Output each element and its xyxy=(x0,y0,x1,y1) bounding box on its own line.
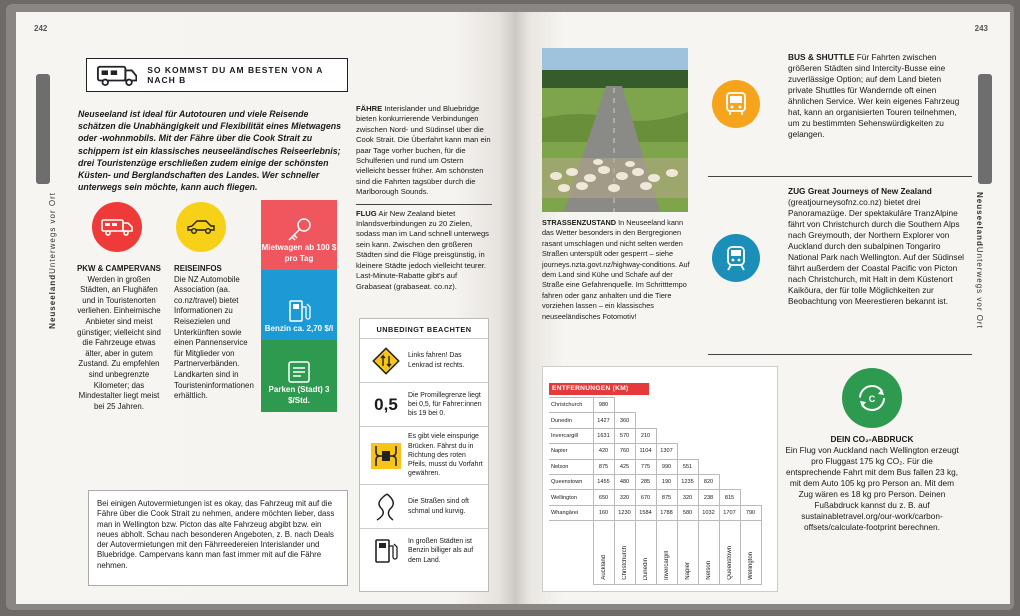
column-label: Nelson xyxy=(705,561,712,581)
table-row xyxy=(549,459,761,474)
table-row xyxy=(549,413,761,428)
promille-value: 0,5 xyxy=(374,394,398,414)
pkw-section: PKW & CAMPERVANS Werden in großen Städten, an Flughäfen und in Touristenorten verliehen. Einheimische Anbieter sind meist günstiger; vielleicht sind die Fahrzeuge etwas älter, aber in gutem Zustand. Zu empfehlen sind unbegrenzte Kilometer; das Mindestalter liegt meist bei 25 Jahren. xyxy=(77,264,161,411)
row-label: Whangārei xyxy=(549,505,593,520)
table-cell: 1427 xyxy=(593,413,614,428)
row-label: Dunedin xyxy=(549,413,593,428)
column-label: Wellington xyxy=(747,552,754,581)
reiseinfos-section: REISEINFOS Die NZ Automobile Association (aa. co.nz/travel) bietet Informationen zu Reisezielen und Unterkünften sowie einen Pannenservice für Mitglieder von Partnerverbänden. Landkarten sind in Touristeninformationen erhältlich. xyxy=(174,264,254,401)
gas-station-icon xyxy=(373,536,399,566)
book-spread xyxy=(6,4,1014,610)
table-cell: 1455 xyxy=(593,474,614,489)
table-cell: 285 xyxy=(635,474,656,489)
divider xyxy=(356,204,492,205)
column-label: Christchurch xyxy=(621,546,628,581)
divider xyxy=(708,176,972,177)
column-label: Napier xyxy=(684,562,691,581)
table-cell: 1707 xyxy=(719,505,740,520)
train-section: ZUG Great Journeys of New Zealand (greatjourneysofnz.co.nz) bietet drei Panoramazüge. Der spektakuläre TranzAlpine fährt von Christchurch durch die Southern Alps nach Greymouth, der Northern Explorer von Auckland durch den subalpinen Tongariro National Park nach Wellington. Auf der Südinsel fährt außerdem der Coastal Pacific von Picton nach Christchurch, mit Halt in dem Küstenort Kaikōura, der für tolle Möglichkeiten zur Beobachtung von Meerestieren bekannt ist. xyxy=(788,186,965,306)
table-cell: 760 xyxy=(614,444,635,459)
thumb-tab-right xyxy=(978,74,992,184)
campervan-icon xyxy=(97,63,137,87)
co2-section: DEIN CO₂-ABDRUCK Ein Flug von Auckland nach Wellington erzeugt pro Fluggast 175 kg CO₂. Für die entsprechende Fahrt mit dem Bus fallen 23 kg, mit dem Auto 105 kg pro Person an. Mit dem Zug wären es 18 kg pro Person. Deinen Fußabdruck kannst du z. B. auf sustainabletravel.org/our-work/carbon-offsets/calculate-footprint berechnen. xyxy=(785,434,959,532)
table-row xyxy=(549,444,761,459)
table-cell: 815 xyxy=(719,490,740,505)
side-label-left: NeuseelandUnterwegs vor Ort xyxy=(48,192,57,329)
table-cell: 480 xyxy=(614,474,635,489)
table-cell: 160 xyxy=(593,505,614,520)
table-cell: 775 xyxy=(635,459,656,474)
intro-text: Neuseeland ist ideal für Autotouren und viele Reisende schätzen die Unabhängigkeit und Flexibilität eines Mietwagens oder -wohnmobils. Mit der Fähre über die Cook Strait zu schippern ist ein klassisches neuseeländisches Reiseerlebnis; drei Touristenzüge erschließen zudem einige der schönsten Küsten- und Berglandschaften des Landes. Wer schneller unterwegs sein möchte, kann auch fliegen. xyxy=(78,109,341,193)
table-cell: 320 xyxy=(614,490,635,505)
table-cell: 1235 xyxy=(677,474,698,489)
table-row xyxy=(549,490,761,505)
table-cell: 990 xyxy=(656,459,677,474)
cost-parking: Parken (Stadt) 3 $/Std. xyxy=(261,340,337,412)
table-cell: 980 xyxy=(593,398,614,413)
distance-title: ENTFERNUNGEN (KM) xyxy=(549,383,649,395)
table-cell: 790 xyxy=(740,505,761,520)
banner-title: SO KOMMST DU AM BESTEN VON A NACH B xyxy=(147,65,324,85)
table-cell: 360 xyxy=(614,413,635,428)
winding-road-icon xyxy=(371,492,401,522)
caution-row: Die Straßen sind oft schmal und kurvig. xyxy=(360,485,488,529)
caution-row: 0,5 Die Promillegrenze liegt bei 0,5, für Fahrer:innen bis 19 bei 0. xyxy=(360,383,488,427)
table-cell: 190 xyxy=(656,474,677,489)
table-cell: 1230 xyxy=(614,505,635,520)
section-banner xyxy=(86,58,348,92)
caution-row: Links fahren! Das Lenkrad ist rechts. xyxy=(360,339,488,383)
table-cell: 875 xyxy=(593,459,614,474)
parking-meter-icon xyxy=(286,359,312,385)
table-cell: 425 xyxy=(614,459,635,474)
row-label: Napier xyxy=(549,444,593,459)
table-cell: 875 xyxy=(656,490,677,505)
table-cell: 580 xyxy=(677,505,698,520)
table-cell: 670 xyxy=(635,490,656,505)
table-cell: 210 xyxy=(635,428,656,443)
table-cell: 238 xyxy=(698,490,719,505)
table-row xyxy=(549,398,761,413)
right-page xyxy=(514,12,1010,604)
table-cell: 1631 xyxy=(593,428,614,443)
rental-note-box: Bei einigen Autovermietungen ist es okay, das Fahrzeug mit auf die Fähre über die Cook Strait zu nehmen, andere möchten lieber, dass man in Wellington bzw. Picton das alte Fahrzeug abgibt bzw. ein neues abholt. Schau nach besonderen Angeboten, z. B. nach Deals der Autovermietungen mit den Fährreedereien Interislander und Bluebridge. Campervans kann man fast immer mit auf die Fähre nehmen. xyxy=(88,490,348,586)
co2-circle-icon xyxy=(842,368,902,428)
table-cell: 1032 xyxy=(698,505,719,520)
caution-title: UNBEDINGT BEACHTEN xyxy=(360,319,488,339)
table-row xyxy=(549,474,761,489)
cost-fuel: Benzin ca. 2,70 $/l xyxy=(261,270,337,340)
page-number-right: 243 xyxy=(974,24,988,33)
row-label: Nelson xyxy=(549,459,593,474)
table-cell: 551 xyxy=(677,459,698,474)
table-cell: 420 xyxy=(593,444,614,459)
divider xyxy=(708,354,972,355)
page-number-left: 242 xyxy=(34,24,48,33)
campervan-circle-icon xyxy=(92,202,142,252)
row-label: Queenstown xyxy=(549,474,593,489)
narrow-bridge-icon xyxy=(370,442,402,470)
car-circle-icon xyxy=(176,202,226,252)
caution-row: Es gibt viele einspurige Brücken. Fährst du in Richtung des roten Pfeils, musst du Vorfahrt gewähren. xyxy=(360,427,488,485)
column-label: Auckland xyxy=(600,555,607,581)
distance-table xyxy=(549,397,762,585)
left-page xyxy=(16,12,514,604)
table-row xyxy=(549,428,761,443)
cost-rental: Mietwagen ab 100 $ pro Tag xyxy=(261,200,337,270)
thumb-tab-left xyxy=(36,74,50,184)
row-label: Invercargill xyxy=(549,428,593,443)
bus-section: BUS & SHUTTLE Für Fahrten zwischen größeren Städten sind Intercity-Busse eine zuverlässige Option; auf dem Land bieten private Shuttles für Wandernde oft einen ähnlichen Service. Wer kein eigenes Fahrzeug hat, kann an organisierten Touren teilnehmen, um zu bestimmten Sehenswürdigkeiten zu gelangen. xyxy=(788,52,960,139)
road-sheep-photo xyxy=(542,48,688,212)
cost-box xyxy=(261,200,337,412)
table-row xyxy=(549,505,761,520)
row-label: Christchurch xyxy=(549,398,593,413)
table-cell: 650 xyxy=(593,490,614,505)
table-cell: 820 xyxy=(698,474,719,489)
table-cell: 1104 xyxy=(635,444,656,459)
table-cell: 1788 xyxy=(656,505,677,520)
column-label: Queenstown xyxy=(726,546,733,581)
column-label: Invercargill xyxy=(663,551,670,581)
train-circle-icon xyxy=(712,234,760,282)
row-label: Wellington xyxy=(549,490,593,505)
side-label-right: NeuseelandUnterwegs vor Ort xyxy=(975,192,984,329)
svg-text:C: C xyxy=(868,394,876,404)
column-label: Dunedin xyxy=(642,557,649,581)
road-sign-icon xyxy=(371,346,401,376)
ferry-flight-section: FÄHRE Interislander und Bluebridge bieten konkurrierende Verbindungen zwischen Nord- und Südinsel über die Cook Strait. Die Überfahrt kann man ein paar Tage vorher buchen, für die Schulferien und rund um Ostern vielleicht besser früher. Am schönsten sind die Fahrten tagsüber durch die Marlborough Sounds. FLUG Air New Zealand bietet Inlandsverbindungen zu 20 Zielen, sodass man im Land schnell unterwegs sein kann. Zwischen den größeren Städten sind die Flüge preisgünstig, in kleinere Städte jedoch vielleicht teurer. Last-Minute-Rabatte gibt's auf Grabaseat (grabaseat. co.nz). xyxy=(356,104,491,291)
distance-table-box xyxy=(542,366,778,592)
table-cell: 570 xyxy=(614,428,635,443)
table-cell: 320 xyxy=(677,490,698,505)
photo-caption: STRASSENZUSTAND In Neuseeland kann das Wetter besonders in den Bergregionen rasant umschlagen und nicht selten werden Straßen unterspült oder gesperrt – siehe journeys.nzta.govt.nz/highway-conditions. Auf dem Land sind Kühe und Schafe auf der Straße eine Gefahrenquelle. Im Schritttempo fahren oder ganz anhalten und die Tiere vorziehen lassen – ein klassisches neuseeländisches Fotomotiv! xyxy=(542,218,690,321)
bus-circle-icon xyxy=(712,80,760,128)
table-cell: 1307 xyxy=(656,444,677,459)
car-key-icon xyxy=(284,217,314,243)
caution-row: In großen Städten ist Benzin billiger als auf dem Land. xyxy=(360,529,488,573)
table-cell: 1584 xyxy=(635,505,656,520)
caution-box xyxy=(359,318,489,592)
fuel-pump-icon xyxy=(287,298,311,324)
